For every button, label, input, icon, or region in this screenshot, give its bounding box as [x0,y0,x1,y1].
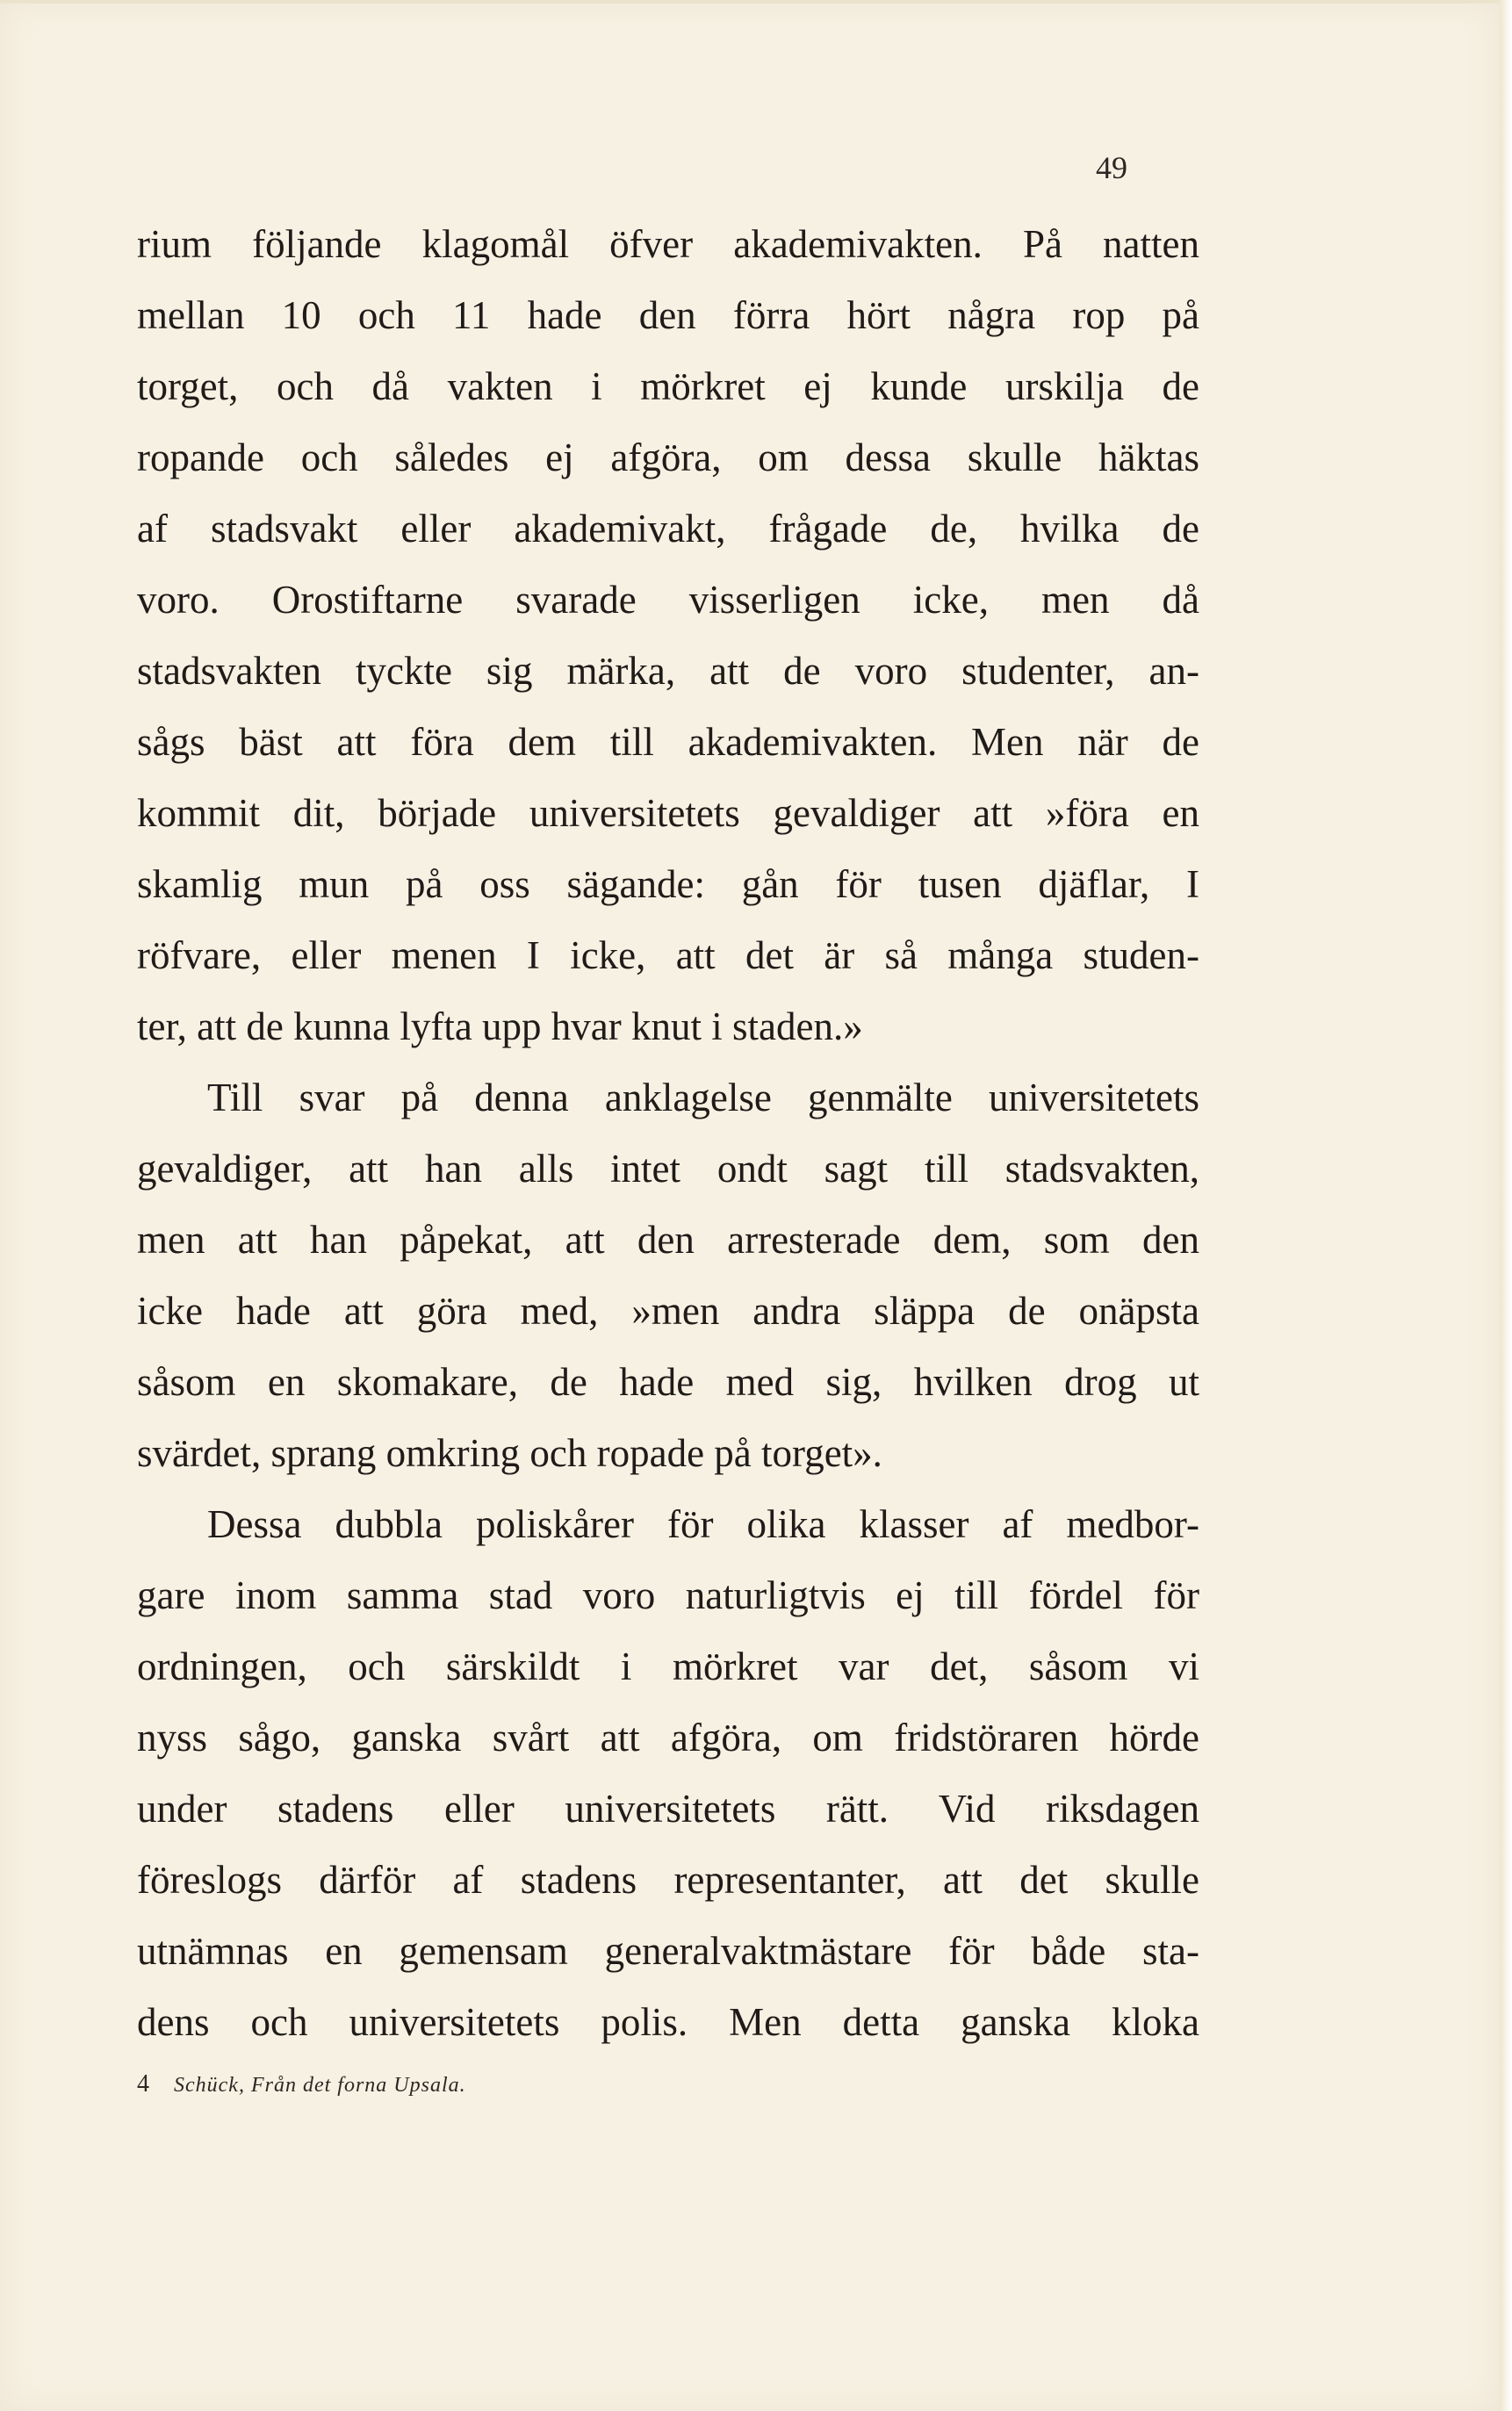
text-line: utnämnas en gemensam generalvaktmästare för både sta- [137,1929,1199,1973]
text-line: ordningen, och särskildt i mörkret var det, såsom vi [137,1645,1199,1688]
text-line: ropande och således ej afgöra, om dessa skulle häktas [137,435,1199,479]
text-line: voro. Orostiftarne svarade visserligen icke, men då [137,578,1199,622]
text-line: stadsvakten tyckte sig märka, att de voro studenter, an- [137,649,1199,693]
text-line: sågs bäst att föra dem till akademivakten. Men när de [137,720,1199,764]
text-line: såsom en skomakare, de hade med sig, hvilken drog ut [137,1360,1199,1404]
page-top-edge [0,0,1500,4]
text-line: Dessa dubbla poliskårer för olika klasser af medbor- [207,1502,1199,1546]
text-line: ter, att de kunna lyfta upp hvar knut i staden.» [137,1004,863,1048]
text-line: dens och universitetets polis. Men detta ganska kloka [137,2000,1199,2044]
text-line: kommit dit, började universitetets gevaldiger att »föra en [137,791,1199,835]
paragraph [137,1062,1199,1489]
text-line: under stadens eller universitetets rätt. Vid riksdagen [137,1787,1199,1831]
text-line: Till svar på denna anklagelse genmälte universitetets [207,1076,1199,1119]
text-line: skamlig mun på oss sägande: gån för tusen djäflar, I [137,862,1199,906]
text-line: rium följande klagomål öfver akademivakten. På natten [137,222,1199,266]
text-line: föreslogs därför af stadens representanter, att det skulle [137,1858,1199,1902]
page-number: 49 [1096,150,1127,185]
text-line: mellan 10 och 11 hade den förra hört några rop på [137,293,1199,337]
paragraph [137,209,1199,1062]
text-line: men att han påpekat, att den arresterade dem, som den [137,1218,1199,1262]
paragraph [137,1489,1199,2058]
text-line: icke hade att göra med, »men andra släppa de onäpsta [137,1289,1199,1333]
text-line: svärdet, sprang omkring och ropade på torget». [137,1431,882,1475]
running-footer-title: Schück, Från det forna Upsala. [174,2074,466,2097]
text-line: gare inom samma stad voro naturligtvis ej till fördel för [137,1573,1199,1617]
body-text [137,209,1199,2058]
text-line: torget, och då vakten i mörkret ej kunde urskilja de [137,364,1199,408]
page-footer [137,2070,466,2098]
page-edge-shadow [1500,0,1512,2411]
text-line: af stadsvakt eller akademivakt, frågade de, hvilka de [137,507,1199,551]
signature-mark: 4 [137,2070,149,2098]
text-line: gevaldiger, att han alls intet ondt sagt till stadsvakten, [137,1147,1199,1191]
text-line: röfvare, eller menen I icke, att det är så många studen- [137,933,1199,977]
text-line: nyss sågo, ganska svårt att afgöra, om fridstöraren hörde [137,1716,1199,1760]
